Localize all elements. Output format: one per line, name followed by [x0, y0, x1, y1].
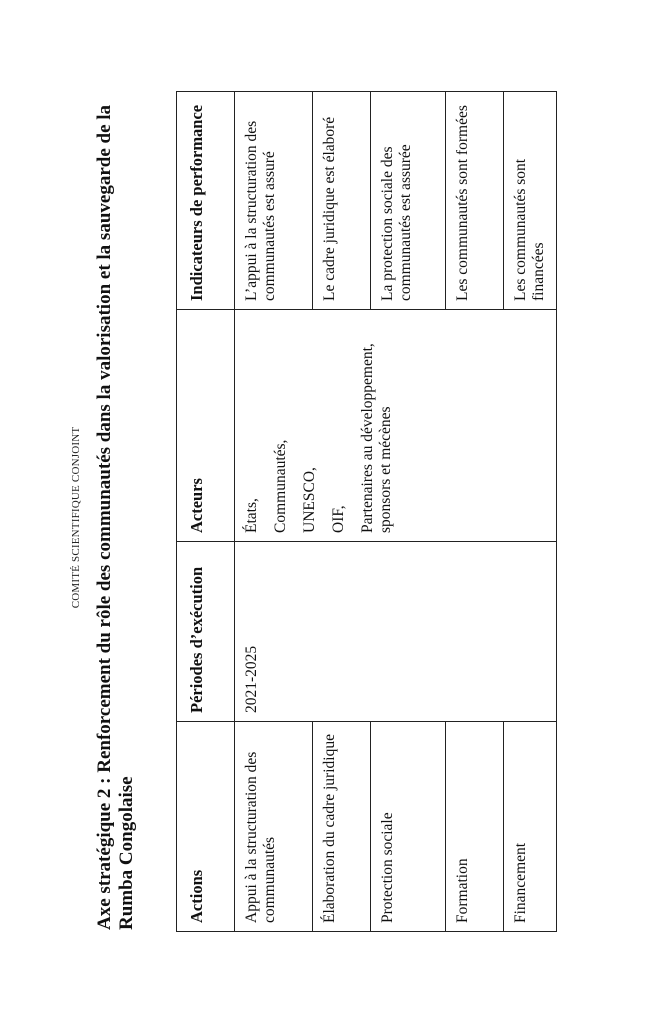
indicateur-cell: Les communautés sont financées [504, 92, 557, 310]
table-header-row [177, 92, 235, 932]
section-title: Axe stratégique 2 : Renforcement du rôle des communautés dans la valorisation et la sauvegarde de la Rumba Congolaise [94, 104, 137, 930]
running-header: COMITÉ SCIENTIFIQUE CONJOINT [70, 426, 82, 609]
action-cell: Protection sociale [371, 722, 446, 932]
action-cell: Élaboration du cadre juridique [313, 722, 371, 932]
indicateur-cell: L’appui à la structuration des communautés est assuré [235, 92, 313, 310]
actor-item: États, [243, 498, 260, 533]
table-row [235, 92, 313, 932]
actor-item: Communautés, [272, 439, 289, 533]
header-actions: Actions [177, 722, 235, 932]
actor-item: OIF, [330, 505, 347, 533]
indicateur-cell: Les communautés sont formées [446, 92, 504, 310]
indicateur-cell: La protection sociale des communautés est assurée [371, 92, 446, 310]
action-plan-table [176, 91, 557, 932]
action-cell: Financement [504, 722, 557, 932]
header-periodes: Périodes d’exécution [177, 542, 235, 722]
acteurs-cell [235, 310, 557, 542]
periode-cell: 2021-2025 [235, 542, 557, 722]
actor-item: Partenaires au développement, sponsors et mécènes [359, 343, 394, 533]
action-cell: Formation [446, 722, 504, 932]
action-cell: Appui à la structuration des communautés [235, 722, 313, 932]
actor-item: UNESCO, [301, 467, 318, 533]
header-indicateurs: Indicateurs de performance [177, 92, 235, 310]
header-acteurs: Acteurs [177, 310, 235, 542]
indicateur-cell: Le cadre juridique est élaboré [313, 92, 371, 310]
